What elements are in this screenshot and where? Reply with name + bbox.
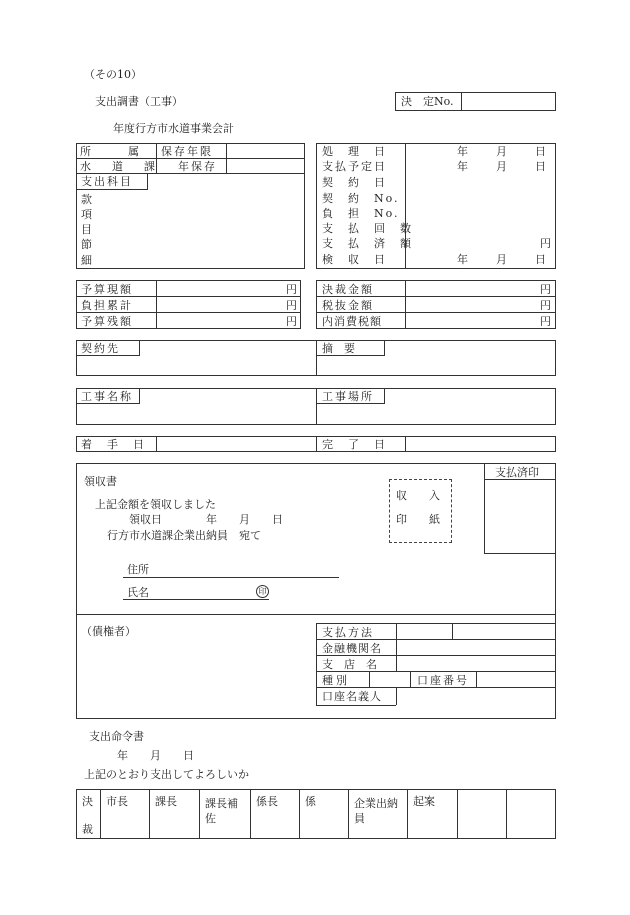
zeinuki-unit: 円 bbox=[540, 299, 551, 312]
account-no-label: 口座番号 bbox=[417, 674, 469, 687]
address-label: 住所 bbox=[127, 563, 149, 576]
approval-kacho: 課長 bbox=[155, 795, 177, 808]
approval-kian: 起案 bbox=[413, 795, 435, 808]
name-line[interactable] bbox=[123, 599, 269, 600]
yosan-gen-unit: 円 bbox=[286, 283, 297, 296]
name-label: 氏名 bbox=[127, 586, 149, 599]
payment-method-label: 支払方法 bbox=[322, 626, 374, 639]
order-date: 年 月 日 bbox=[117, 749, 194, 762]
start-date-label: 着 手 日 bbox=[81, 438, 146, 451]
shori-label: 処 理 日 bbox=[322, 145, 387, 158]
kessai-bottom: 裁 bbox=[82, 823, 93, 836]
shori-value: 年 月 日 bbox=[457, 145, 548, 158]
sumi-value: 円 bbox=[540, 237, 551, 250]
end-date-label: 完 了 日 bbox=[322, 438, 387, 451]
approval-kakari: 係 bbox=[305, 795, 316, 808]
approval-table bbox=[76, 789, 556, 839]
address-line[interactable] bbox=[123, 577, 339, 578]
approval-suitoin: 企業出納員 bbox=[354, 797, 398, 825]
kessai-kingaku-label: 決裁金額 bbox=[322, 283, 374, 296]
zeinuki-label: 税抜金額 bbox=[322, 299, 374, 312]
seal-icon: 印 bbox=[256, 585, 269, 598]
kaisu-label: 支 払 回 数 bbox=[322, 222, 413, 235]
shozoku-label: 所 属 bbox=[80, 145, 144, 158]
keiyaku-bi-label: 契 約 日 bbox=[322, 176, 387, 189]
holder-label: 口座名義人 bbox=[322, 690, 382, 703]
yotei-label: 支払予定日 bbox=[322, 160, 387, 173]
suido-label: 水 道 課 bbox=[80, 160, 160, 173]
work-name-label: 工事名称 bbox=[81, 390, 133, 403]
form-number: （その10） bbox=[84, 68, 142, 81]
work-place-label: 工事場所 bbox=[322, 390, 374, 403]
kenshu-value: 年 月 日 bbox=[457, 253, 548, 266]
receipt-line3: 行方市水道課企業出納員 宛て bbox=[107, 529, 261, 542]
revenue-stamp-label1: 収 入 bbox=[396, 489, 440, 502]
saimoku-label: 細 bbox=[81, 254, 92, 267]
hozon-label: 保存年限 bbox=[161, 145, 213, 158]
futan-ruikei-unit: 円 bbox=[286, 299, 297, 312]
bank-label: 金融機関名 bbox=[322, 642, 382, 655]
kamoku-label: 支出科目 bbox=[81, 175, 133, 188]
tekiyo-label: 摘 要 bbox=[322, 342, 355, 355]
form-title: 支出調書（工事） bbox=[95, 95, 183, 108]
order-title: 支出命令書 bbox=[89, 730, 144, 743]
kessai-kingaku-unit: 円 bbox=[540, 283, 551, 296]
futan-ruikei-label: 負担累計 bbox=[81, 299, 133, 312]
kenshu-label: 検 収 日 bbox=[322, 253, 387, 266]
kou-label: 項 bbox=[81, 208, 92, 221]
fiscal-year: 年度行方市水道事業会計 bbox=[113, 122, 234, 135]
shohizei-unit: 円 bbox=[540, 315, 551, 328]
setsu-label: 節 bbox=[81, 238, 92, 251]
paid-stamp-label: 支払済印 bbox=[495, 466, 539, 479]
kessai-top: 決 bbox=[82, 795, 93, 808]
receipt-title: 領収書 bbox=[84, 475, 117, 488]
order-statement: 上記のとおり支出してよろしいか bbox=[84, 768, 249, 781]
shohizei-label: 内消費税額 bbox=[322, 315, 382, 328]
approval-kakaricho: 係長 bbox=[256, 795, 278, 808]
keiyaku-no-label: 契 約 No. bbox=[322, 192, 400, 205]
creditor-label: （債権者） bbox=[81, 625, 136, 638]
nen-hozon-label: 年保存 bbox=[178, 160, 217, 173]
kessai-no-label: 決 定No. bbox=[401, 95, 454, 108]
futan-no-label: 負 担 No. bbox=[322, 207, 400, 220]
yosan-zan-unit: 円 bbox=[286, 315, 297, 328]
receipt-line1: 上記金額を領収しました bbox=[95, 498, 216, 511]
branch-label: 支 店 名 bbox=[322, 658, 377, 671]
yotei-value: 年 月 日 bbox=[457, 160, 548, 173]
yosan-gen-label: 予算現額 bbox=[81, 283, 133, 296]
yosan-zan-label: 予算残額 bbox=[81, 315, 133, 328]
keiyakusaki-label: 契約先 bbox=[81, 342, 120, 355]
kan-label: 款 bbox=[81, 193, 92, 206]
sumi-label: 支 払 済 額 bbox=[322, 237, 413, 250]
moku-label: 目 bbox=[81, 223, 92, 236]
revenue-stamp-label2: 印 紙 bbox=[396, 513, 440, 526]
approval-mayor: 市長 bbox=[106, 795, 128, 808]
receipt-date: 領収日 年 月 日 bbox=[129, 513, 283, 526]
approval-kacho-hosa: 課長補佐 bbox=[205, 797, 238, 825]
type-label: 種別 bbox=[322, 674, 350, 687]
